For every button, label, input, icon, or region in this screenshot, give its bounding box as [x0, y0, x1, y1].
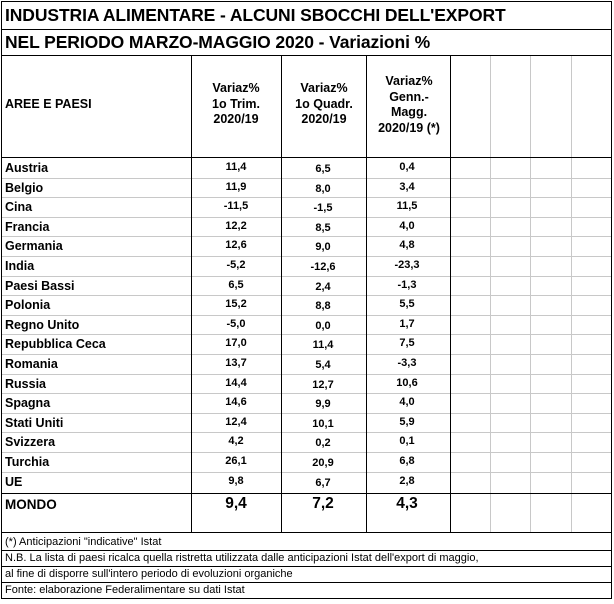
- footnote-source: Fonte: elaborazione Federalimentare su dati Istat: [5, 584, 245, 596]
- grid-line: [1, 1, 2, 599]
- row-label: Polonia: [5, 298, 51, 313]
- grid-line: [571, 56, 572, 532]
- grid-line: [1, 452, 612, 453]
- grid-line: [1, 55, 612, 56]
- cell-gen-mag: 1,7: [399, 317, 415, 330]
- cell-q1: 12,2: [225, 219, 247, 232]
- grid-line: [1, 374, 612, 375]
- cell-gen-mag: -3,3: [397, 357, 417, 369]
- cell-quadr: 8,0: [315, 182, 331, 195]
- row-label: Svizzera: [5, 435, 56, 450]
- grid-line: [1, 393, 612, 394]
- grid-line: [1, 1, 612, 2]
- row-label: Paesi Bassi: [5, 278, 75, 293]
- cell-quadr: 6,7: [315, 476, 331, 489]
- cell-quadr: 8,5: [315, 221, 331, 234]
- grid-line: [366, 55, 367, 532]
- row-label: Repubblica Ceca: [5, 337, 106, 352]
- cell-gen-mag: -23,3: [394, 259, 420, 271]
- grid-line: [1, 432, 612, 433]
- cell-quadr: 20,9: [312, 457, 334, 469]
- mondo-row-label: MONDO: [5, 497, 57, 512]
- grid-line: [1, 598, 612, 599]
- cell-q1: 11,4: [225, 161, 247, 173]
- cell-gen-mag: 7,5: [399, 337, 415, 350]
- cell-gen-mag: 0,1: [399, 435, 415, 448]
- grid-line: [191, 55, 192, 532]
- grid-line: [1, 157, 612, 158]
- grid-line: [450, 55, 451, 532]
- row-label: Romania: [5, 357, 58, 371]
- grid-line: [1, 178, 612, 179]
- footnote-nb: N.B. La lista di paesi ricalca quella ristretta utilizzata dalle anticipazioni Istat dell'export di maggio,: [5, 552, 479, 564]
- cell-quadr: 9,9: [315, 398, 331, 411]
- grid-line: [1, 532, 612, 533]
- grid-line: [1, 413, 612, 414]
- cell-q1: -5,0: [226, 317, 246, 330]
- cell-quadr: 12,7: [312, 378, 334, 391]
- column-header-quadr: Variaz% 1o Quadr. 2020/19: [295, 81, 353, 126]
- mondo-quadr-value: 7,2: [312, 495, 334, 512]
- footnote-anticipazioni: (*) Anticipazioni "indicative" Istat: [5, 536, 162, 548]
- cell-gen-mag: -1,3: [397, 278, 417, 291]
- row-label: Francia: [5, 219, 50, 234]
- cell-quadr: 10,1: [312, 417, 334, 430]
- row-label: India: [5, 259, 35, 273]
- row-label: Russia: [5, 376, 46, 391]
- cell-q1: 26,1: [225, 455, 247, 467]
- cell-gen-mag: 10,6: [396, 376, 418, 389]
- grid-line: [1, 315, 612, 316]
- cell-q1: 11,9: [225, 180, 247, 193]
- column-header-gen-mag: Variaz% Genn.- Magg. 2020/19 (*): [378, 74, 440, 135]
- row-label: Regno Unito: [5, 317, 80, 332]
- cell-gen-mag: 2,8: [399, 474, 415, 487]
- cell-gen-mag: 4,0: [399, 396, 415, 409]
- mondo-q1-value: 9,4: [225, 495, 247, 512]
- row-label: Germania: [5, 239, 63, 254]
- cell-gen-mag: 3,4: [399, 180, 415, 193]
- grid-line: [1, 236, 612, 237]
- cell-gen-mag: 4,0: [399, 219, 415, 232]
- row-label: Stati Uniti: [5, 415, 64, 430]
- cell-q1: 13,7: [225, 357, 247, 369]
- cell-gen-mag: 0,4: [399, 161, 415, 173]
- cell-quadr: 9,0: [315, 241, 331, 254]
- cell-q1: 17,0: [225, 337, 247, 350]
- cell-gen-mag: 6,8: [399, 455, 415, 467]
- grid-line: [281, 55, 282, 532]
- cell-quadr: 8,8: [315, 300, 331, 313]
- grid-line: [530, 56, 531, 532]
- grid-line: [1, 354, 612, 355]
- row-label: Cina: [5, 200, 33, 215]
- grid-line: [1, 550, 612, 551]
- grid-line: [1, 493, 612, 494]
- cell-q1: 9,8: [228, 474, 244, 487]
- table-title-line1: INDUSTRIA ALIMENTARE - ALCUNI SBOCCHI DELL'EXPORT: [5, 5, 506, 25]
- column-header-area: AREE E PAESI: [5, 97, 92, 111]
- grid-line: [490, 56, 491, 532]
- cell-gen-mag: 11,5: [396, 200, 418, 213]
- cell-q1: 12,6: [225, 239, 247, 252]
- cell-q1: 12,4: [225, 415, 247, 428]
- cell-quadr: 0,2: [315, 437, 331, 450]
- grid-line: [1, 197, 612, 198]
- row-label: UE: [5, 474, 23, 489]
- cell-quadr: 6,5: [315, 163, 331, 175]
- table-title-line2: NEL PERIODO MARZO-MAGGIO 2020 - Variazioni %: [5, 32, 431, 52]
- cell-gen-mag: 5,5: [399, 298, 415, 311]
- cell-quadr: 2,4: [315, 280, 331, 293]
- grid-line: [1, 29, 612, 30]
- grid-line: [611, 1, 612, 599]
- grid-line: [1, 276, 612, 277]
- cell-quadr: -1,5: [313, 202, 333, 215]
- column-header-q1: Variaz% 1o Trim. 2020/19: [212, 81, 260, 126]
- cell-q1: 4,2: [228, 435, 244, 448]
- row-label: Austria: [5, 161, 49, 175]
- cell-quadr: 5,4: [315, 359, 331, 371]
- row-label: Spagna: [5, 396, 51, 411]
- row-label: Belgio: [5, 180, 44, 195]
- grid-line: [1, 217, 612, 218]
- cell-q1: 15,2: [225, 298, 247, 311]
- grid-line: [1, 566, 612, 567]
- grid-line: [1, 334, 612, 335]
- grid-line: [1, 472, 612, 473]
- cell-quadr: -12,6: [310, 261, 336, 273]
- cell-gen-mag: 5,9: [399, 415, 415, 428]
- footnote-nb-cont: al fine di disporre sull'intero periodo di evoluzioni organiche: [5, 568, 293, 580]
- grid-line: [1, 256, 612, 257]
- cell-q1: 14,6: [225, 396, 247, 409]
- row-label: Turchia: [5, 455, 50, 469]
- cell-quadr: 0,0: [315, 319, 331, 332]
- mondo-gen-mag-value: 4,3: [396, 495, 418, 512]
- grid-line: [1, 295, 612, 296]
- cell-q1: -11,5: [223, 200, 249, 213]
- cell-q1: -5,2: [226, 259, 246, 271]
- grid-line: [1, 582, 612, 583]
- cell-quadr: 11,4: [312, 339, 334, 352]
- cell-q1: 6,5: [228, 278, 244, 291]
- cell-gen-mag: 4,8: [399, 239, 415, 252]
- cell-q1: 14,4: [225, 376, 247, 389]
